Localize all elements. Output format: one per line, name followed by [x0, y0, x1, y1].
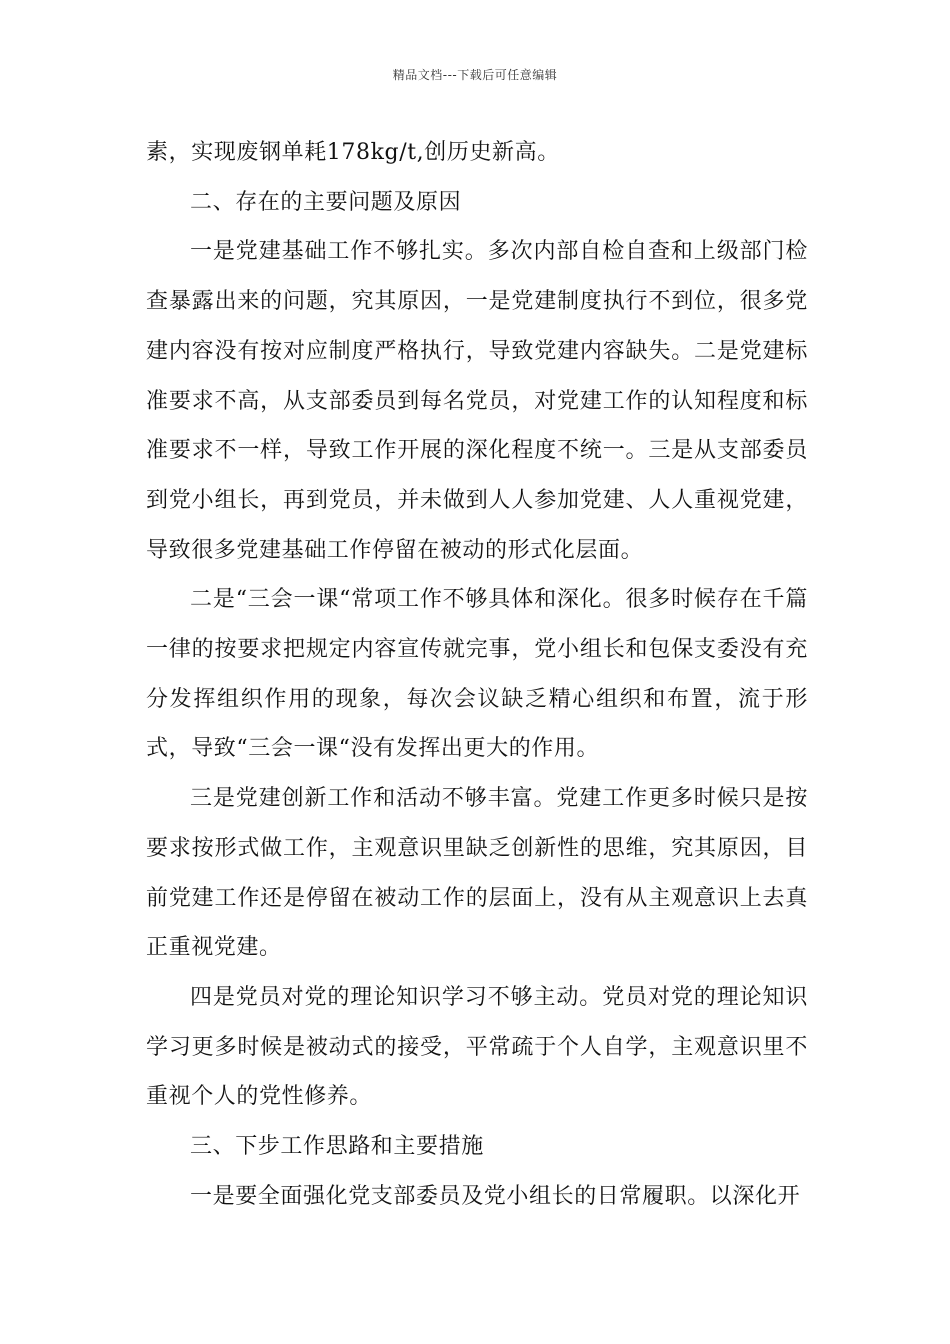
paragraph-problem-1: 一是党建基础工作不够扎实。多次内部自检自查和上级部门检查暴露出来的问题，究其原因，一是党建制度执行不到位，很多党建内容没有按对应制度严格执行，导致党建内容缺失。二是党建标准要求不高，从支部委员到每名党员，对党建工作的认知程度和标准要求不一样，导致工作开展的深化程度不统一。三是从支部委员到党小组长，再到党员，并未做到人人参加党建、人人重视党建，导致很多党建基础工作停留在被动的形式化层面。 [146, 239, 808, 563]
document-body [146, 128, 808, 1221]
paragraph-continuation: 素，实现废钢单耗178kg/t,创历史新高。 [146, 140, 560, 165]
section-heading-problems: 二、存在的主要问题及原因 [190, 189, 462, 215]
paragraph-measure-1: 一是要全面强化党支部委员及党小组长的日常履职。以深化开 [190, 1183, 801, 1209]
paragraph-problem-4: 四是党员对党的理论知识学习不够主动。党员对党的理论知识学习更多时候是被动式的接受，平常疏于个人自学，主观意识里不重视个人的党性修养。 [146, 984, 808, 1110]
page-header: 精品文档---下载后可任意编辑 [392, 68, 558, 82]
section-heading-measures: 三、下步工作思路和主要措施 [190, 1134, 484, 1160]
paragraph-problem-2: 二是“三会一课“常项工作不够具体和深化。很多时候存在千篇一律的按要求把规定内容宣传就完事，党小组长和包保支委没有充分发挥组织作用的现象，每次会议缺乏精心组织和布置，流于形式，导致“三会一课“没有发挥出更大的作用。 [146, 587, 808, 762]
paragraph-problem-3: 三是党建创新工作和活动不够丰富。党建工作更多时候只是按要求按形式做工作，主观意识里缺乏创新性的思维，究其原因，目前党建工作还是停留在被动工作的层面上，没有从主观意识上去真正重视党建。 [146, 786, 808, 961]
